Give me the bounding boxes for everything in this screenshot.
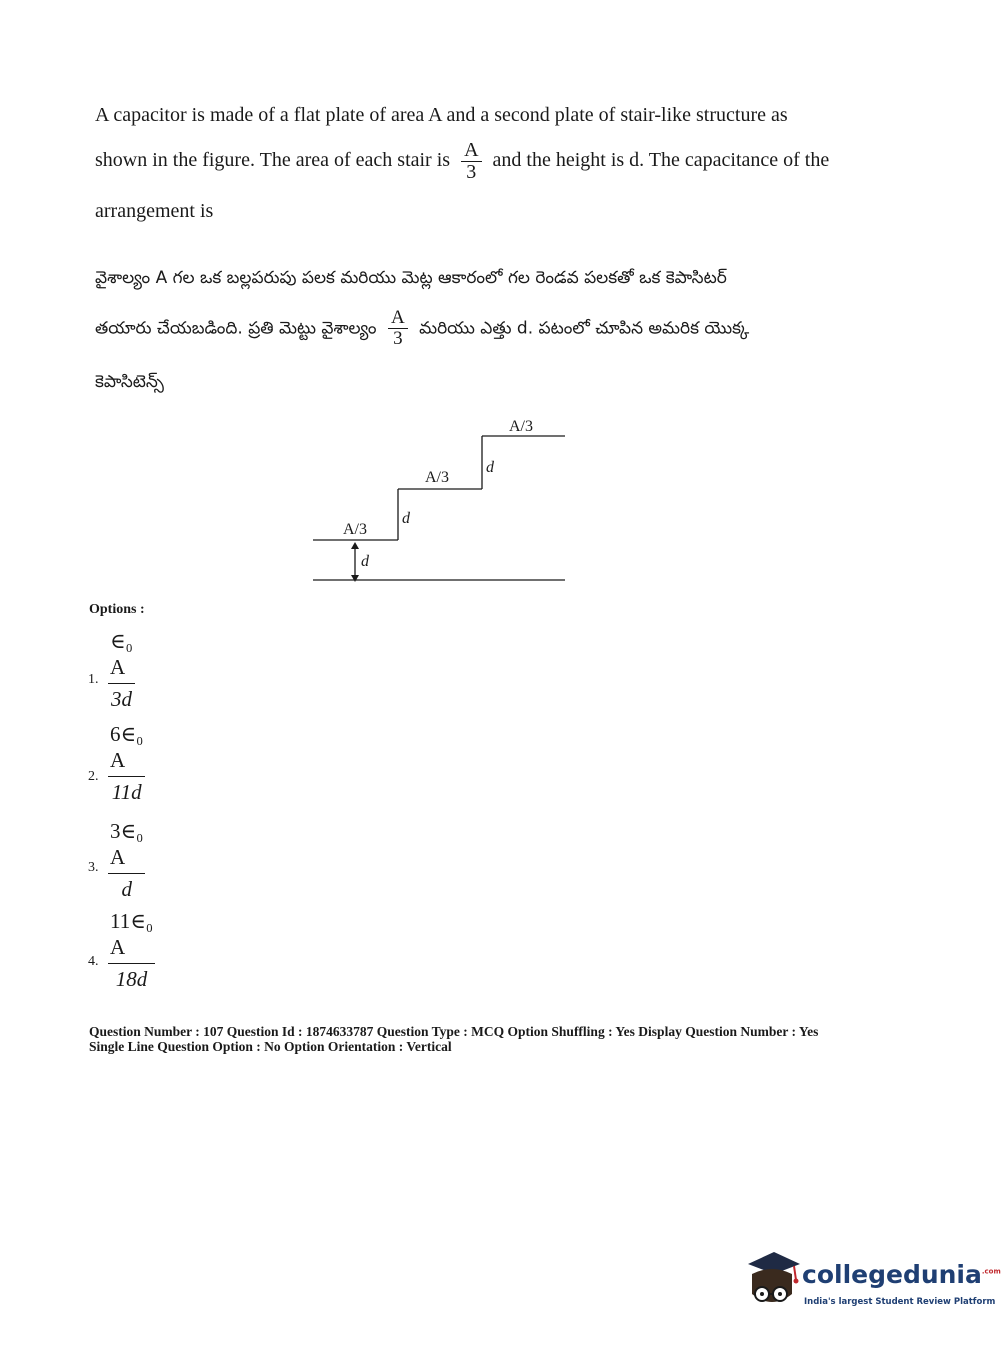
fraction-denominator-te: 3 <box>393 327 403 349</box>
stair-label-1: A/3 <box>343 521 367 538</box>
brand-suffix: .com <box>981 1267 1001 1276</box>
question-en-line-1 <box>95 104 788 127</box>
option-numerator: ∈₀ A <box>108 628 135 684</box>
brand-tagline: India's largest Student Review Platform <box>804 1297 996 1307</box>
question-en-text-2b: and the height is d. The capacitance of the <box>492 149 830 172</box>
fraction-denominator: 3 <box>466 161 477 183</box>
option-fraction <box>108 908 155 992</box>
question-te-line-3 <box>95 372 164 396</box>
option-number: 3. <box>88 860 99 875</box>
option-number: 2. <box>88 769 99 784</box>
question-en-text-1: A capacitor is made of a flat plate of area A and a second plate of stair-like structure as <box>95 104 788 126</box>
option-numerator: 11∈₀ A <box>108 908 155 964</box>
question-te-line-2 <box>95 308 749 349</box>
option-numerator: 6∈₀ A <box>108 721 145 777</box>
metadata-line-1: Question Number : 107 Question Id : 1874633787 Question Type : MCQ Option Shuffling : Yes Display Question Number : Yes <box>89 1024 819 1039</box>
question-te-text-3: కెపాసిటెన్స్ <box>95 372 164 392</box>
collegedunia-logo <box>742 1250 1001 1320</box>
option-denominator: d <box>121 876 132 901</box>
height-label-2: d <box>402 510 410 527</box>
fraction-numerator: A <box>461 140 481 162</box>
question-te-text-2a: తయారు చేయబడింది. ప్రతి మెట్టు వైశాల్యం <box>95 318 377 339</box>
question-te-text-1: వైశాల్యం A గల ఒక బల్లపరుపు పలక మరియు మెట్ల ఆకారంలో గల రెండవ పలకతో ఒక కెపాసిటర్ <box>95 268 727 288</box>
mascot-icon <box>742 1250 802 1320</box>
question-te-line-1 <box>95 268 727 292</box>
option-number: 1. <box>88 672 99 687</box>
height-label-3: d <box>486 459 494 476</box>
option-fraction <box>108 628 135 712</box>
question-te-text-2b: మరియు ఎత్తు d. పటంలో చూపిన అమరిక యొక్క <box>419 318 750 339</box>
fraction-numerator-te: A <box>388 308 408 329</box>
fraction-a-over-3-te <box>388 308 408 349</box>
option-number: 4. <box>88 954 99 969</box>
metadata-line-2: Single Line Question Option : No Option Orientation : Vertical <box>89 1039 452 1054</box>
option-fraction <box>108 721 145 805</box>
question-en-text-3: arrangement is <box>95 200 214 222</box>
stair-label-3: A/3 <box>509 418 533 435</box>
arrow-head-up <box>351 542 359 549</box>
fraction-a-over-3 <box>461 140 481 183</box>
option-fraction <box>108 818 145 902</box>
question-en-line-3 <box>95 200 213 223</box>
question-metadata <box>89 1024 949 1054</box>
brand-name <box>802 1260 1001 1289</box>
arrow-head-down <box>351 575 359 582</box>
option-denominator: 18d <box>115 966 148 991</box>
option-numerator: 3∈₀ A <box>108 818 145 874</box>
height-label-1: d <box>361 553 369 570</box>
option-denominator: 3d <box>110 686 132 711</box>
question-en-line-2 <box>95 140 829 183</box>
question-en-text-2a: shown in the figure. The area of each stair is <box>95 149 451 172</box>
option-denominator: 11d <box>111 779 142 804</box>
brand-name-text: collegedunia <box>802 1260 982 1289</box>
options-label: Options : <box>89 602 145 617</box>
stair-label-2: A/3 <box>425 469 449 486</box>
stair-capacitor-figure <box>300 410 580 595</box>
